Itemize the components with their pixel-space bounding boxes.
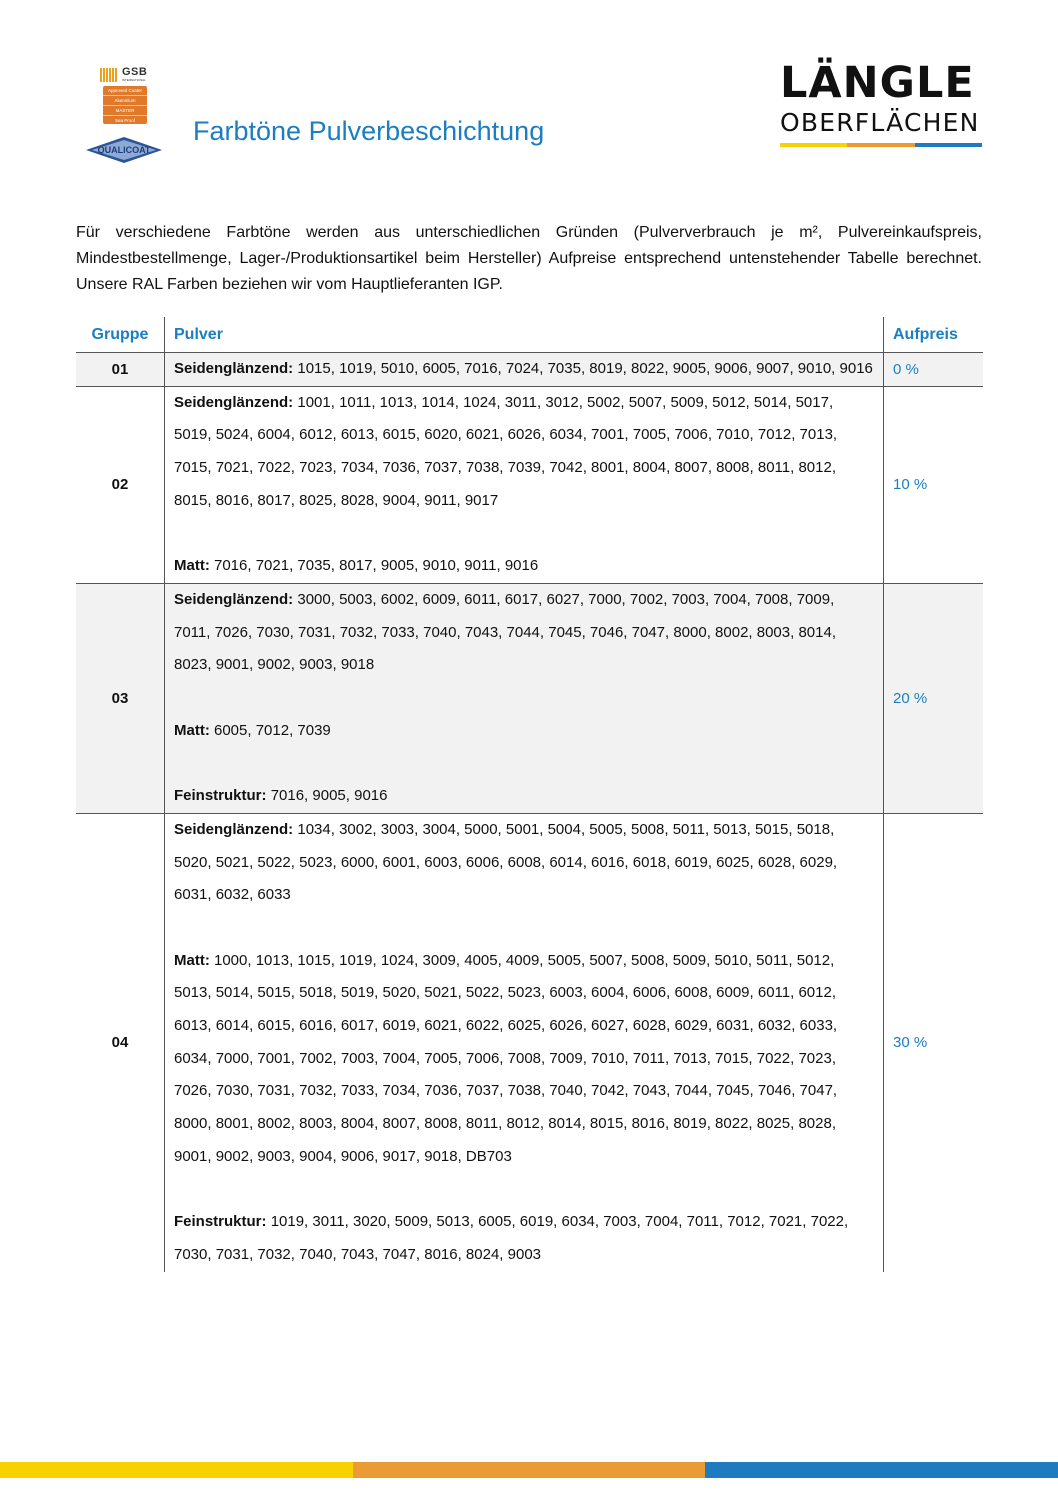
finish-entry: [174, 780, 874, 813]
page-title: Farbtöne Pulverbeschichtung: [193, 116, 545, 146]
surcharge: 20 %: [884, 583, 984, 813]
header-gruppe: Gruppe: [76, 317, 165, 353]
color-list: [165, 353, 884, 387]
finish-entry: [174, 715, 874, 748]
group-number: 04: [76, 813, 165, 1271]
group-number: 02: [76, 386, 165, 583]
gsb-logo: [100, 66, 152, 128]
finish-entry: [174, 814, 874, 912]
color-codes: 1019, 3011, 3020, 5009, 5013, 6005, 6019, 6034, 7003, 7004, 7011, 7012, 7021, 7022, 7030, 7031, 7032, 7040, 7043, 7047, 8016, 8024, 9003: [174, 1213, 849, 1263]
footer-stripe: [0, 1462, 1058, 1478]
finish-label: Seidenglänzend:: [174, 393, 294, 411]
table-row: [76, 813, 983, 1271]
finish-entry: [174, 550, 874, 583]
gsb-line: Aluminium: [103, 96, 147, 106]
table-header-row: [76, 317, 983, 353]
color-list: [165, 583, 884, 813]
finish-label: Seidenglänzend:: [174, 590, 294, 608]
color-codes: 7016, 7021, 7035, 8017, 9005, 9010, 9011, 9016: [214, 557, 539, 575]
group-number: 01: [76, 353, 165, 387]
footer-stripe-orange: [353, 1462, 706, 1478]
gsb-line: Sea Proof: [114, 118, 135, 123]
table-row: [76, 583, 983, 813]
color-codes: 1001, 1011, 1013, 1014, 1024, 3011, 3012, 5002, 5007, 5009, 5012, 5014, 5017, 5019, 5024, 6004, 6012, 6013, 6015, 6020, 6021, 6026, 6034, 7001, 7005, 7006, 7010, 7012, 7013, 7015, 7021, 7022, 7023, 7034, 7036, 7037, 7038, 7039, 7042, 8001, 8004, 8007, 8008, 8011, 8012, 8015, 8016, 8017, 8025, 8028, 9004, 9011, 9017: [174, 393, 838, 509]
gsb-badge: [103, 86, 147, 124]
color-codes: 1015, 1019, 5010, 6005, 7016, 7024, 7035, 8019, 8022, 9005, 9006, 9007, 9010, 9016: [297, 360, 873, 377]
table-row: [76, 353, 983, 387]
footer-stripe-blue: [705, 1462, 1058, 1478]
color-codes: 1034, 3002, 3003, 3004, 5000, 5001, 5004, 5005, 5008, 5011, 5013, 5015, 5018, 5020, 5021, 5022, 5023, 6000, 6001, 6003, 6006, 6008, 6014, 6016, 6018, 6019, 6025, 6028, 6029, 6031, 6032, 6033: [174, 820, 838, 904]
gsb-line: MASTER: [103, 106, 147, 116]
group-number: 03: [76, 583, 165, 813]
gsb-sub: INTERNATIONAL: [122, 78, 146, 82]
color-list: [165, 813, 884, 1271]
finish-entry: [174, 387, 874, 518]
finish-entry: [174, 584, 874, 682]
finish-label: Seidenglänzend:: [174, 820, 294, 838]
gsb-name: GSB: [122, 66, 148, 78]
color-codes: 1000, 1013, 1015, 1019, 1024, 3009, 4005, 4009, 5005, 5007, 5008, 5009, 5010, 5011, 5012, 5013, 5014, 5015, 5018, 5019, 5020, 5021, 5022, 5023, 6003, 6004, 6006, 6008, 6009, 6011, 6012, 6013, 6014, 6015, 6016, 6017, 6019, 6021, 6022, 6025, 6026, 6027, 6028, 6029, 6031, 6032, 6033, 6034, 7000, 7001, 7002, 7003, 7004, 7005, 7006, 7008, 7009, 7010, 7011, 7013, 7015, 7022, 7023, 7026, 7030, 7031, 7032, 7033, 7034, 7036, 7037, 7038, 7040, 7042, 7043, 7044, 7045, 7046, 7047, 8000, 8001, 8002, 8003, 8004, 8007, 8008, 8011, 8012, 8014, 8015, 8016, 8019, 8022, 8025, 8028, 9001, 9002, 9003, 9004, 9006, 9017, 9018, DB703: [174, 951, 838, 1165]
header-pulver: Pulver: [165, 317, 884, 353]
footer-stripe-yellow: [0, 1462, 353, 1478]
finish-label: Seidenglänzend:: [174, 360, 294, 377]
finish-entry: [174, 945, 874, 1174]
gsb-line: Approved Coater: [103, 86, 147, 96]
brand-name: LÄNGLE: [780, 58, 975, 108]
gsb-bars-icon: [100, 68, 118, 87]
surcharge: 0 %: [884, 353, 984, 387]
color-codes: 7016, 9005, 9016: [270, 787, 388, 805]
finish-label: Matt:: [174, 721, 210, 739]
surcharge: 30 %: [884, 813, 984, 1271]
finish-label: Matt:: [174, 557, 210, 575]
brand-stripe: [780, 143, 982, 147]
brand-subtitle: OBERFLÄCHEN: [780, 108, 980, 137]
finish-label: Feinstruktur:: [174, 787, 267, 805]
intro-paragraph: Für verschiedene Farbtöne werden aus unterschiedlichen Gründen (Pulververbrauch je m², Pulvereinkaufspreis, Mindestbestellmenge, Lager-/Produktionsartikel beim Hersteller) Aufpreise entsprechend untenstehender Tabelle berechnet. Unsere RAL Farben beziehen wir vom Hauptlieferanten IGP.: [76, 224, 982, 293]
surcharge: 10 %: [884, 386, 984, 583]
finish-label: Matt:: [174, 951, 210, 969]
table-row: [76, 386, 983, 583]
brand-logo: [780, 60, 982, 147]
finish-label: Feinstruktur:: [174, 1213, 267, 1231]
header-aufpreis: Aufpreis: [884, 317, 984, 353]
color-codes: 3000, 5003, 6002, 6009, 6011, 6017, 6027, 7000, 7002, 7003, 7004, 7008, 7009, 7011, 7026, 7030, 7031, 7032, 7033, 7040, 7043, 7044, 7045, 7046, 7047, 8000, 8002, 8003, 8014, 8023, 9001, 9002, 9003, 9018: [174, 590, 836, 674]
finish-entry: [174, 1206, 874, 1271]
color-codes: 6005, 7012, 7039: [214, 721, 331, 739]
qualicoat-logo: [84, 136, 164, 164]
qualicoat-text: QUALICOAT: [97, 145, 151, 155]
price-table: [76, 317, 983, 1272]
color-list: [165, 386, 884, 583]
